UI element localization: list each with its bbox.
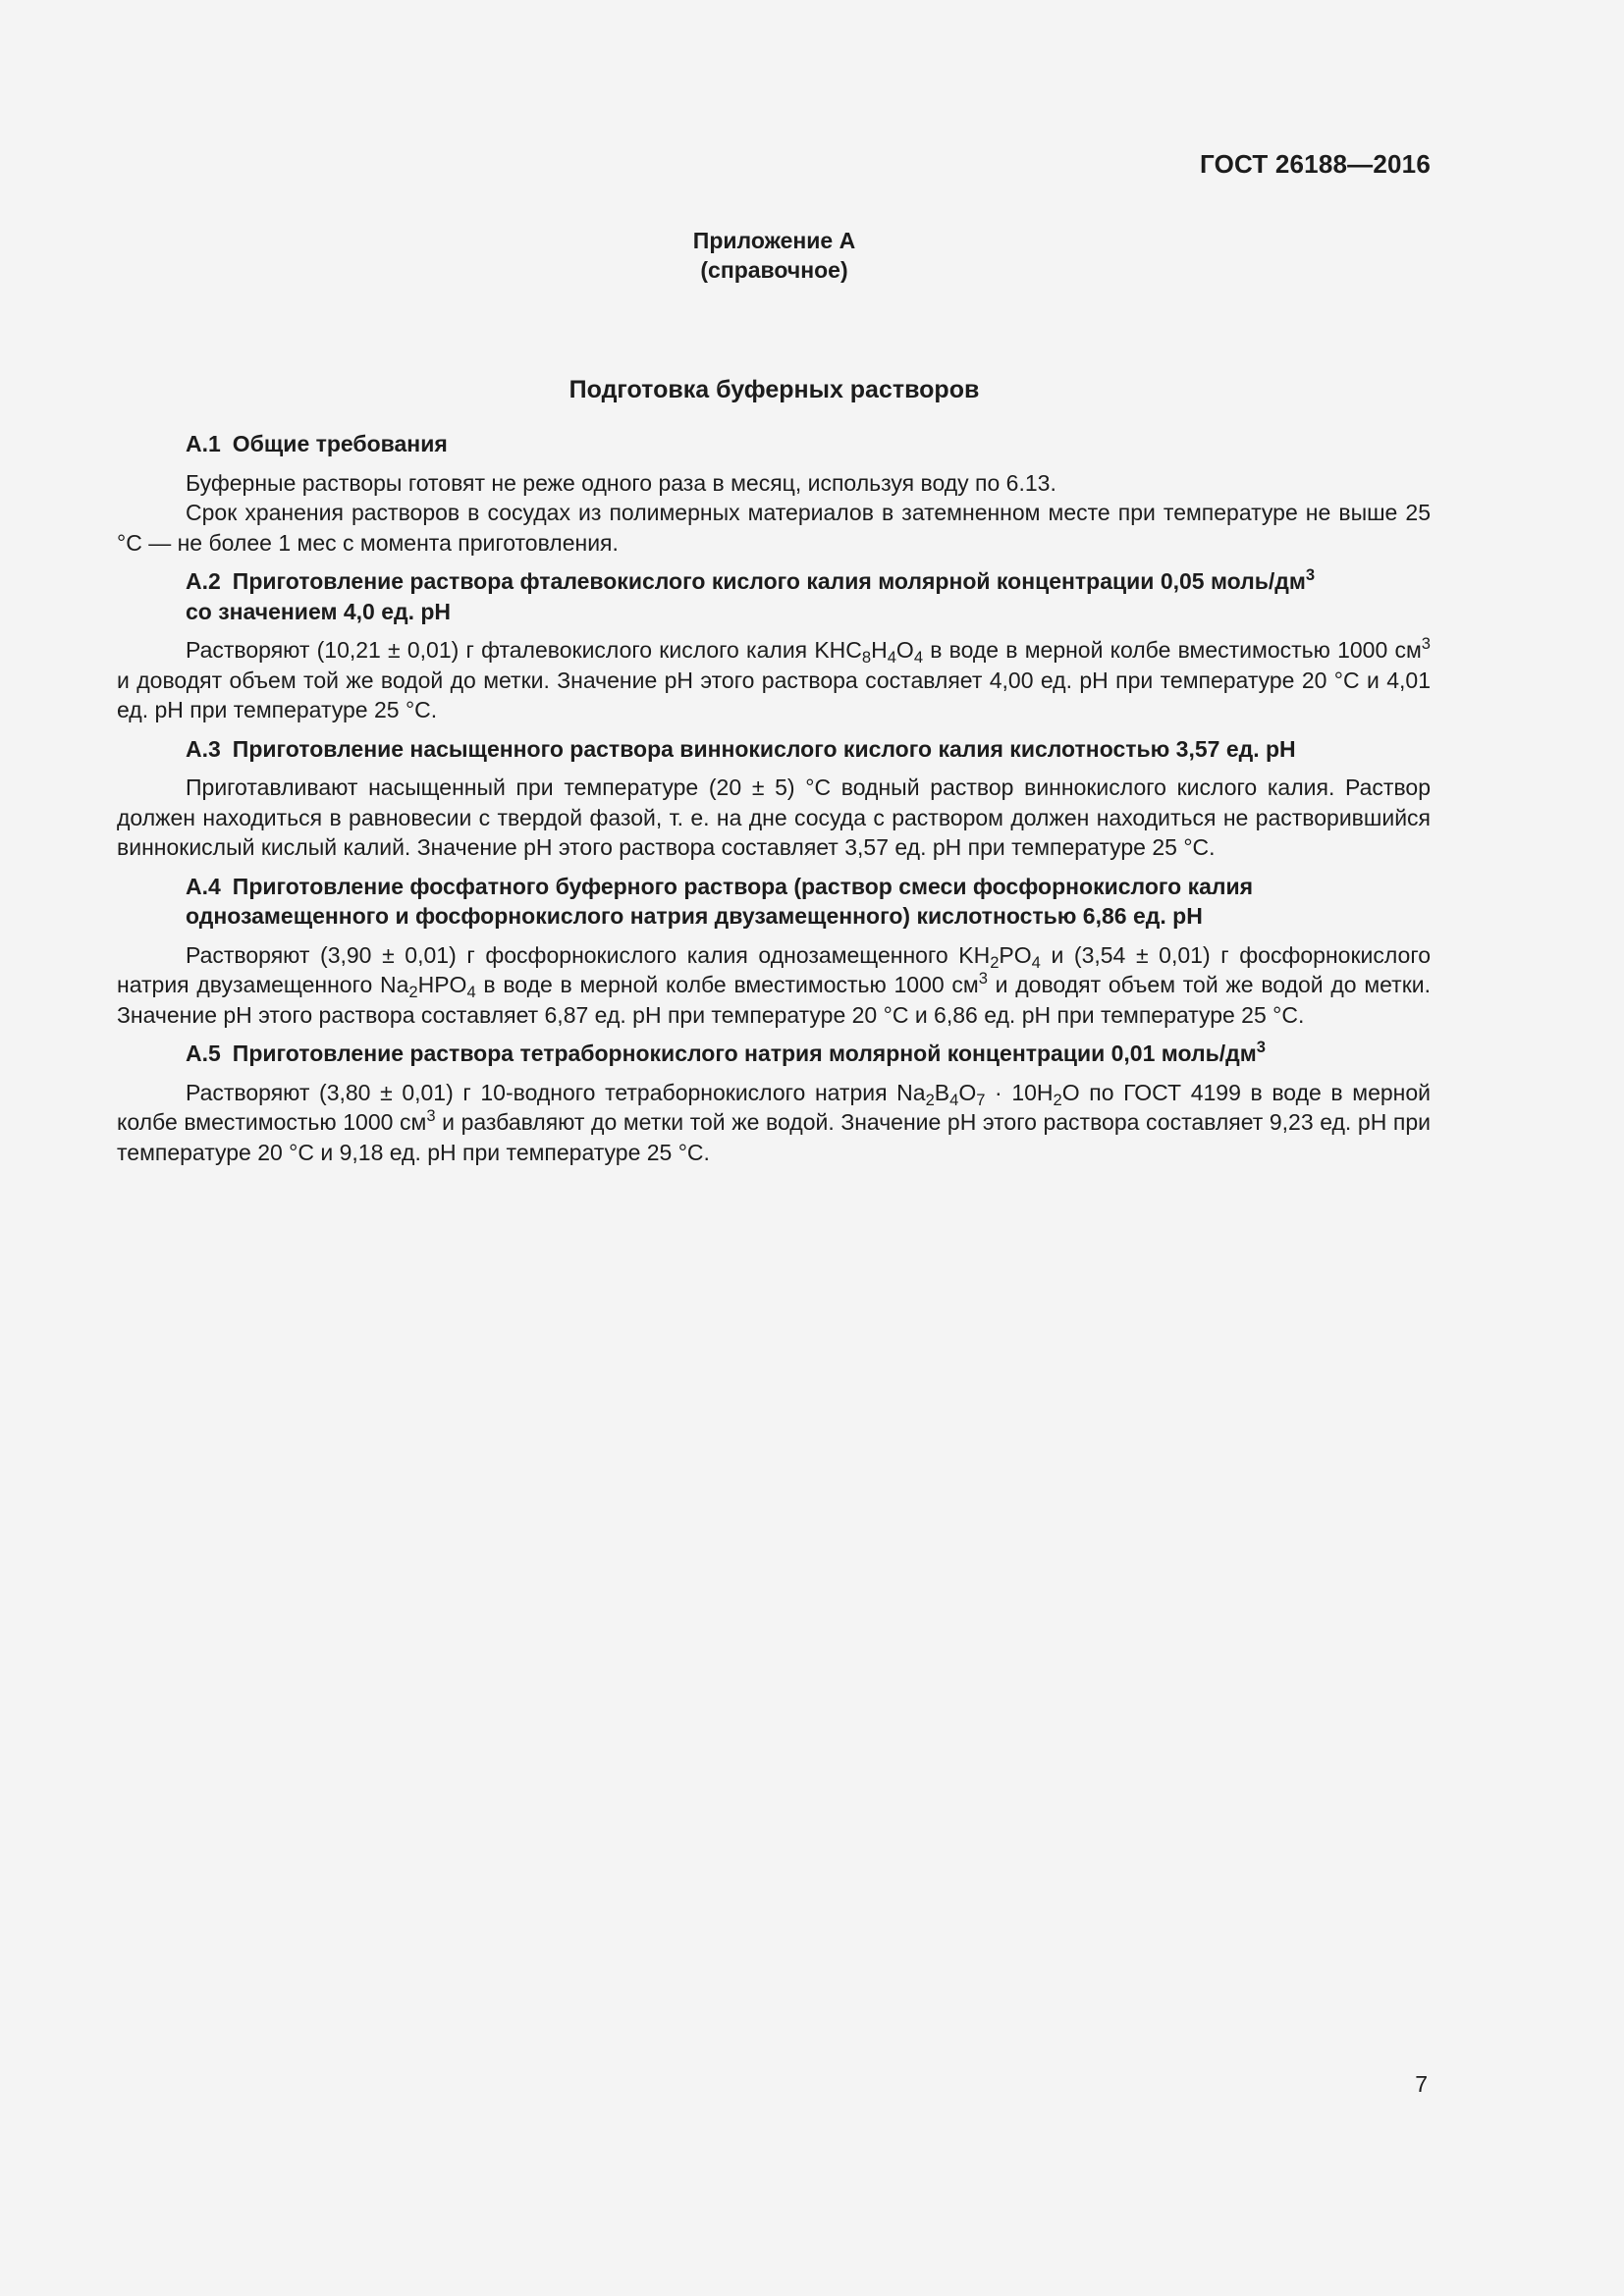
superscript: 3 bbox=[1305, 565, 1316, 584]
text-run: и доводят объем той же водой до метки. Значение рН этого раствора составляет 4,00 ед. рН при температуре 20 °С и 4,01 ед. рН при температуре 25 °С. bbox=[117, 667, 1431, 722]
text-run: O bbox=[895, 637, 914, 663]
section-heading bbox=[117, 1039, 1431, 1069]
document-body bbox=[117, 429, 1431, 1176]
subscript: 4 bbox=[1031, 952, 1041, 972]
section-a3 bbox=[117, 734, 1431, 863]
text-run: Растворяют (3,80 ± 0,01) г 10-водного тетраборнокислого натрия Na bbox=[186, 1079, 926, 1105]
subscript: 4 bbox=[913, 648, 924, 667]
paragraph: Срок хранения растворов в сосудах из полимерных материалов в затемненном месте при температуре не выше 25 °С — не более 1 мес с момента приготовления. bbox=[117, 500, 1431, 556]
page-title: Подготовка буферных растворов bbox=[568, 376, 980, 403]
superscript: 3 bbox=[426, 1106, 436, 1125]
superscript: 3 bbox=[978, 969, 988, 988]
text-run: H bbox=[871, 637, 888, 663]
text-run: Растворяют (10,21 ± 0,01) г фталевокислого кислого калия KHC bbox=[186, 637, 862, 663]
text-run: PO bbox=[999, 941, 1032, 968]
section-a2 bbox=[117, 566, 1431, 725]
text-run: в воде в мерной колбе вместимостью 1000 см bbox=[923, 637, 1422, 663]
paragraph bbox=[117, 1078, 1431, 1168]
doc-code-header: ГОСТ 26188—2016 bbox=[1200, 149, 1431, 179]
section-heading bbox=[117, 872, 1431, 932]
paragraph: Приготавливают насыщенный при температуре (20 ± 5) °С водный раствор виннокислого кислого калия. Раствор должен находиться в равновесии с твердой фазой, т. е. на дне сосуда с раствором должен находиться не растворившийся виннокислый кислый калий. Значение рН этого раствора составляет 3,57 ед. рН при температуре 25 °С. bbox=[117, 774, 1431, 860]
section-a4 bbox=[117, 872, 1431, 1031]
section-heading-text: Приготовление насыщенного раствора виннокислого кислого калия кислотностью 3,57 ед. рН bbox=[232, 735, 1296, 762]
section-heading-text: Приготовление раствора тетраборнокислого натрия молярной концентрации 0,01 моль/дм bbox=[232, 1041, 1257, 1066]
text-run: HPO bbox=[417, 972, 467, 997]
subscript: 8 bbox=[861, 648, 872, 667]
text-run: и (3,54 ± 0,01) г фосфорнокислого натрия двузамещенного Na bbox=[117, 941, 1431, 997]
subscript: 4 bbox=[949, 1090, 959, 1109]
section-a5 bbox=[117, 1039, 1431, 1167]
section-heading bbox=[117, 429, 1431, 459]
text-run: · 10H bbox=[985, 1079, 1054, 1105]
subscript: 4 bbox=[466, 983, 476, 1001]
section-heading-text: Приготовление фосфатного буферного раствора (раствор смеси фосфорнокислого калия однозамещенного и фосфорнокислого натрия двузамещенного) кислотностью 6,86 ед. рН bbox=[186, 873, 1254, 929]
appendix-title: Приложение А bbox=[692, 228, 856, 253]
subscript: 2 bbox=[408, 983, 418, 1001]
text-run: и разбавляют до метки той же водой. Значение рН этого раствора составляет 9,23 ед. рН при температуре 20 °С и 9,18 ед. рН при температуре 25 °С. bbox=[117, 1109, 1431, 1165]
appendix-subtitle: (справочное) bbox=[700, 257, 848, 283]
text-run: Растворяют (3,90 ± 0,01) г фосфорнокислого калия однозамещенного KH bbox=[186, 941, 991, 968]
text-run: в воде в мерной колбе вместимостью 1000 см bbox=[475, 972, 979, 997]
subscript: 2 bbox=[1053, 1090, 1062, 1109]
text-run: O по ГОСТ 4199 в воде в мерной колбе вместимостью 1000 см bbox=[117, 1079, 1431, 1135]
section-number: А.5 bbox=[186, 1041, 221, 1066]
text-run: B bbox=[934, 1079, 950, 1105]
section-heading-text: Приготовление раствора фталевокислого кислого калия молярной концентрации 0,05 моль/дм bbox=[232, 568, 1306, 594]
section-number: А.4 bbox=[186, 873, 221, 899]
section-heading-text: Общие требования bbox=[232, 431, 448, 456]
page-number: 7 bbox=[1415, 2071, 1428, 2097]
paragraph bbox=[117, 940, 1431, 1031]
section-heading bbox=[117, 734, 1431, 765]
subscript: 2 bbox=[925, 1090, 935, 1109]
section-number: А.3 bbox=[186, 735, 221, 762]
appendix-heading bbox=[0, 226, 1548, 285]
paragraph: Буферные растворы готовят не реже одного раза в месяц, используя воду по 6.13. bbox=[186, 469, 1056, 496]
subscript: 4 bbox=[887, 648, 896, 667]
subscript: 2 bbox=[990, 952, 1000, 972]
paragraph bbox=[117, 635, 1431, 725]
section-heading bbox=[117, 566, 1431, 626]
section-a1 bbox=[117, 429, 1431, 558]
text-run: O bbox=[958, 1079, 977, 1105]
subscript: 7 bbox=[976, 1090, 986, 1109]
section-number: А.2 bbox=[186, 568, 221, 594]
section-number: А.1 bbox=[186, 431, 221, 456]
section-heading-text: со значением 4,0 ед. рН bbox=[186, 598, 452, 624]
text-run: и доводят объем той же водой до метки. Значение рН этого раствора составляет 6,87 ед. рН при температуре 20 °С и 6,86 ед. рН при температуре 25 °С. bbox=[117, 972, 1431, 1028]
superscript: 3 bbox=[1256, 1038, 1266, 1056]
superscript: 3 bbox=[1421, 634, 1431, 653]
